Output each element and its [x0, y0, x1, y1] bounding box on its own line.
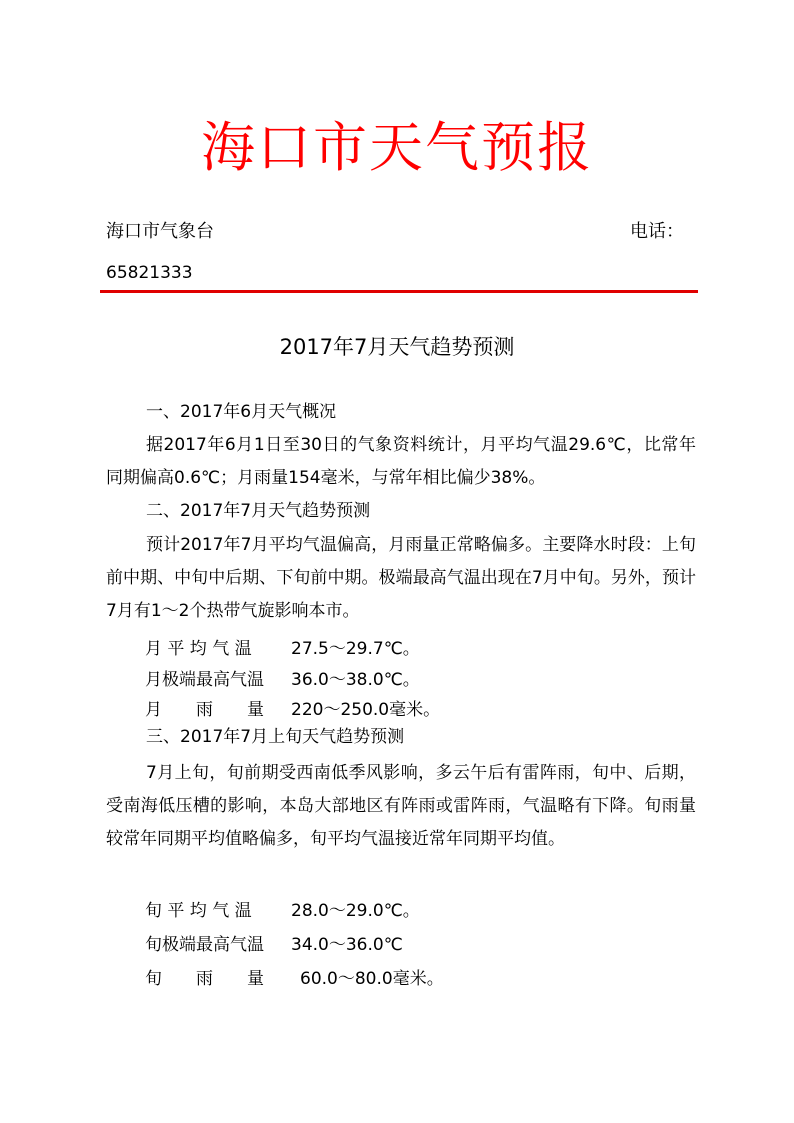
phone-label: 电话： [630, 221, 684, 242]
section-1-heading: 一、2017年6月天气概况 [146, 402, 337, 422]
metric-value: 60.0～80.0毫米。 [300, 969, 444, 989]
metric-label: 月极端最高气温 [145, 670, 264, 690]
dekad-mean-temperature [145, 899, 420, 923]
header-divider [100, 290, 698, 293]
phone-number: 65821333 [106, 263, 193, 283]
metric-label: 旬极端最高气温 [145, 935, 264, 955]
section-2-paragraph: 预计2017年7月平均气温偏高，月雨量正常略偏多。主要降水时段：上旬前中期、中旬中后期、下旬前中期。极端最高气温出现在7月中旬。另外，预计7月有1～2个热带气旋影响本市。 [106, 535, 696, 621]
dekad-rainfall [145, 967, 444, 991]
monthly-rainfall [145, 698, 440, 722]
metric-value: 27.5～29.7℃。 [291, 639, 420, 659]
metric-value: 28.0～29.0℃。 [291, 901, 420, 921]
section-1-paragraph: 据2017年6月1日至30日的气象资料统计，月平均气温29.6℃，比常年同期偏高0.6℃；月雨量154毫米，与常年相比偏少38%。 [106, 435, 696, 488]
organization-name: 海口市气象台 [106, 221, 214, 242]
masthead-title: 海口市天气预报 [201, 116, 593, 179]
dekad-max-temperature [145, 933, 403, 957]
metric-label: 月 平 均 气 温 [145, 639, 252, 659]
metric-label: 月 雨 量 [145, 700, 264, 720]
section-3-paragraph: 7月上旬，旬前期受西南低季风影响，多云午后有雷阵雨，旬中、后期，受南海低压槽的影响，本岛大部地区有阵雨或雷阵雨，气温略有下降。旬雨量较常年同期平均值略偏多，旬平均气温接近常年同期平均值。 [106, 763, 696, 849]
document-title: 2017年7月天气趋势预测 [279, 335, 515, 359]
metric-label: 旬 雨 量 [145, 969, 264, 989]
section-2-heading: 二、2017年7月天气趋势预测 [146, 501, 371, 521]
monthly-mean-temperature [145, 637, 420, 661]
metric-value: 34.0～36.0℃ [291, 935, 403, 955]
section-3-heading: 三、2017年7月上旬天气趋势预测 [146, 727, 405, 747]
metric-label: 旬 平 均 气 温 [145, 901, 252, 921]
metric-value: 220～250.0毫米。 [291, 700, 441, 720]
monthly-max-temperature [145, 668, 420, 692]
metric-value: 36.0～38.0℃。 [291, 670, 420, 690]
